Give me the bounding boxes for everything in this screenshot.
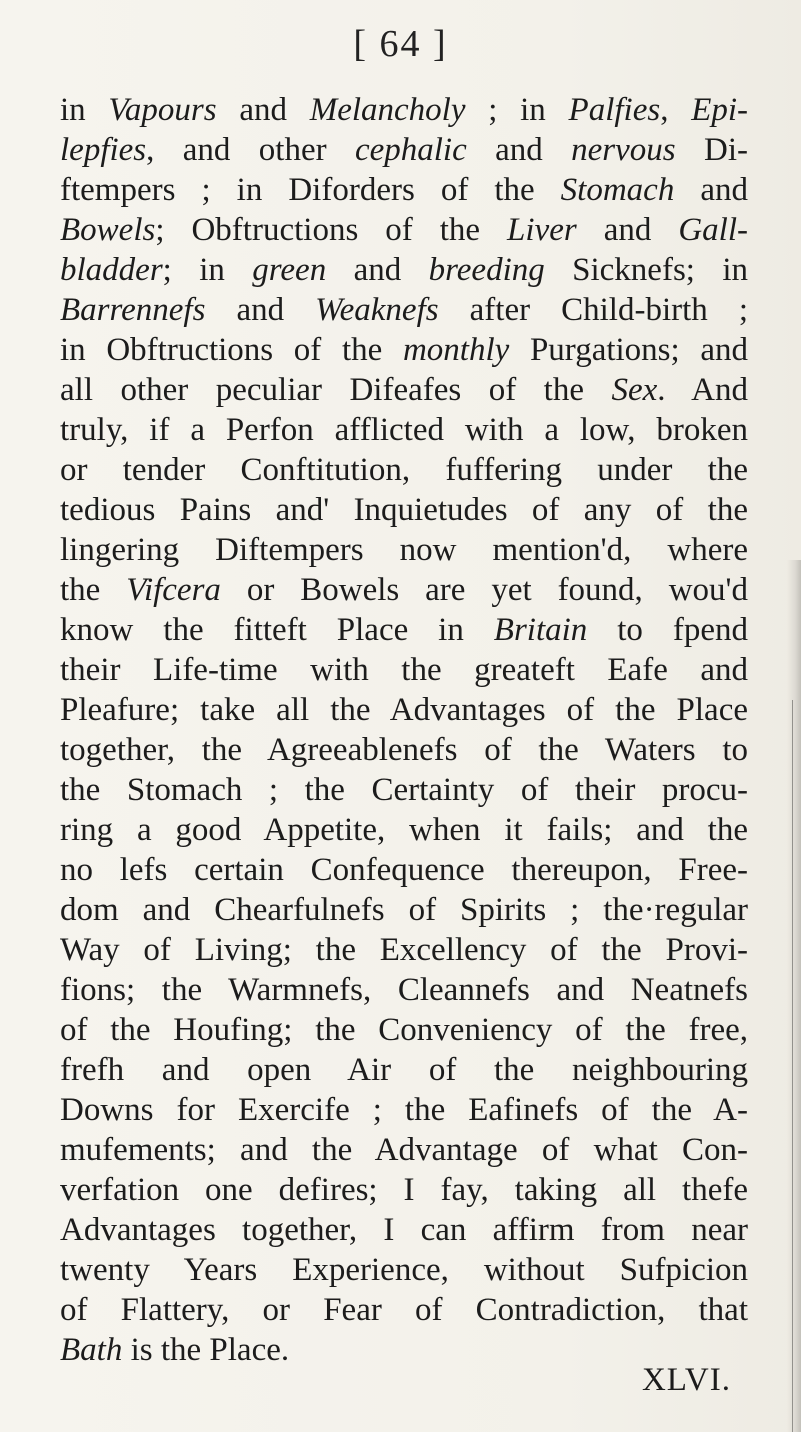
text-run: to fpend bbox=[587, 612, 749, 648]
italic-text: nervous bbox=[571, 132, 676, 168]
italic-text: breeding bbox=[428, 252, 545, 288]
text-line bbox=[60, 370, 748, 410]
text-line bbox=[60, 890, 748, 930]
text-line bbox=[60, 130, 748, 170]
text-run: verfation one defires; I fay, taking all thefe bbox=[60, 1172, 748, 1208]
text-run: fions; the Warmnefs, Cleannefs and Neatnefs bbox=[60, 972, 748, 1008]
text-run: , and other bbox=[146, 132, 355, 168]
text-run: in Obftructions of the bbox=[60, 332, 403, 368]
text-line bbox=[60, 530, 748, 570]
italic-text: Vifcera bbox=[126, 572, 221, 608]
text-line bbox=[60, 1090, 748, 1130]
italic-text: Sex bbox=[611, 372, 658, 408]
text-run: Advantages together, I can affirm from near bbox=[60, 1212, 748, 1248]
italic-text: Weaknefs bbox=[315, 292, 439, 328]
italic-text: Gall- bbox=[678, 212, 749, 248]
text-line bbox=[60, 770, 748, 810]
text-run: all other peculiar Difeafes of the bbox=[60, 372, 612, 408]
text-line bbox=[60, 970, 748, 1010]
text-run: ring a good Appetite, when it fails; and the bbox=[60, 812, 748, 848]
text-run: Way of Living; the Excellency of the Provi- bbox=[60, 932, 748, 968]
text-run: and bbox=[326, 252, 429, 288]
text-run: in bbox=[60, 92, 109, 128]
text-line bbox=[60, 170, 748, 210]
text-run: and bbox=[674, 172, 748, 208]
text-run: dom and Chearfulnefs of Spirits ; the·regular bbox=[60, 892, 748, 928]
text-run: the Stomach ; the Certainty of their procu- bbox=[60, 772, 748, 808]
text-run: Purgations; and bbox=[509, 332, 749, 368]
text-line bbox=[60, 1210, 748, 1250]
text-run: or tender Conftitution, fuffering under the bbox=[60, 452, 748, 488]
text-run: after Child-birth ; bbox=[438, 292, 748, 328]
text-line bbox=[60, 810, 748, 850]
text-line bbox=[60, 610, 748, 650]
text-run: of the Houfing; the Conveniency of the free, bbox=[60, 1012, 748, 1048]
italic-text: Bowels bbox=[60, 212, 156, 248]
text-line bbox=[60, 490, 748, 530]
text-line bbox=[60, 690, 748, 730]
text-run: ; in bbox=[162, 252, 253, 288]
italic-text: bladder bbox=[60, 252, 163, 288]
text-run: . And bbox=[657, 372, 748, 408]
text-line bbox=[60, 850, 748, 890]
page-edge-line bbox=[792, 700, 793, 1432]
text-line bbox=[60, 210, 748, 250]
italic-text: Vapours bbox=[108, 92, 217, 128]
text-run: and bbox=[576, 212, 679, 248]
text-run: is the Place. bbox=[122, 1332, 290, 1368]
text-run: the bbox=[60, 572, 127, 608]
text-run: frefh and open Air of the neighbouring bbox=[60, 1052, 748, 1088]
text-run: ftempers ; in Diforders of the bbox=[60, 172, 561, 208]
text-line bbox=[60, 1170, 748, 1210]
text-run: ; in bbox=[465, 92, 569, 128]
text-line bbox=[60, 410, 748, 450]
text-run: Downs for Exercife ; the Eafinefs of the A- bbox=[60, 1092, 748, 1128]
text-line bbox=[60, 1010, 748, 1050]
text-run: ; Obftructions of the bbox=[155, 212, 508, 248]
body-text bbox=[60, 90, 748, 1370]
text-run: lingering Diftempers now mention'd, where bbox=[60, 532, 748, 568]
italic-text: Epi- bbox=[691, 92, 749, 128]
italic-text: Britain bbox=[493, 612, 588, 648]
italic-text: Liver bbox=[507, 212, 577, 248]
text-line bbox=[60, 450, 748, 490]
text-run: tedious Pains and' Inquietudes of any of the bbox=[60, 492, 748, 528]
page-number: [ 64 ] bbox=[353, 23, 448, 65]
text-line bbox=[60, 930, 748, 970]
text-run: , bbox=[660, 92, 692, 128]
italic-text: Bath bbox=[60, 1332, 123, 1368]
text-line bbox=[60, 570, 748, 610]
text-line bbox=[60, 730, 748, 770]
page-edge-shadow bbox=[787, 560, 801, 1432]
text-run: Pleafure; take all the Advantages of the Place bbox=[60, 692, 748, 728]
italic-text: green bbox=[252, 252, 327, 288]
text-run: and bbox=[216, 92, 310, 128]
text-line bbox=[60, 1130, 748, 1170]
text-run: truly, if a Perfon afflicted with a low, broken bbox=[60, 412, 748, 448]
text-line bbox=[60, 90, 748, 130]
text-run: no lefs certain Confequence thereupon, Free- bbox=[60, 852, 748, 888]
text-line bbox=[60, 1290, 748, 1330]
italic-text: Palfies bbox=[568, 92, 661, 128]
italic-text: Melancholy bbox=[309, 92, 466, 128]
text-run: their Life-time with the greateft Eafe and bbox=[60, 652, 748, 688]
text-run: and bbox=[466, 132, 572, 168]
italic-text: Stomach bbox=[560, 172, 675, 208]
italic-text: monthly bbox=[402, 332, 510, 368]
text-run: know the fitteft Place in bbox=[60, 612, 494, 648]
text-run: twenty Years Experience, without Sufpicion bbox=[60, 1252, 748, 1288]
text-line bbox=[60, 1050, 748, 1090]
text-line bbox=[60, 290, 748, 330]
italic-text: cephalic bbox=[354, 132, 467, 168]
text-run: together, the Agreeablenefs of the Waters to bbox=[60, 732, 748, 768]
text-line bbox=[60, 650, 748, 690]
italic-text: Barrennefs bbox=[60, 292, 206, 328]
text-run: Di- bbox=[675, 132, 748, 168]
text-line bbox=[60, 250, 748, 290]
text-line bbox=[60, 330, 748, 370]
text-run: and bbox=[205, 292, 316, 328]
italic-text: lepfies bbox=[60, 132, 147, 168]
text-run: of Flattery, or Fear of Contradiction, that bbox=[60, 1292, 748, 1328]
text-line bbox=[60, 1250, 748, 1290]
text-run: mufements; and the Advantage of what Con- bbox=[60, 1132, 748, 1168]
catchword: XLVI. bbox=[641, 1362, 731, 1398]
text-run: Sicknefs; in bbox=[544, 252, 749, 288]
text-run: or Bowels are yet found, wou'd bbox=[220, 572, 748, 608]
